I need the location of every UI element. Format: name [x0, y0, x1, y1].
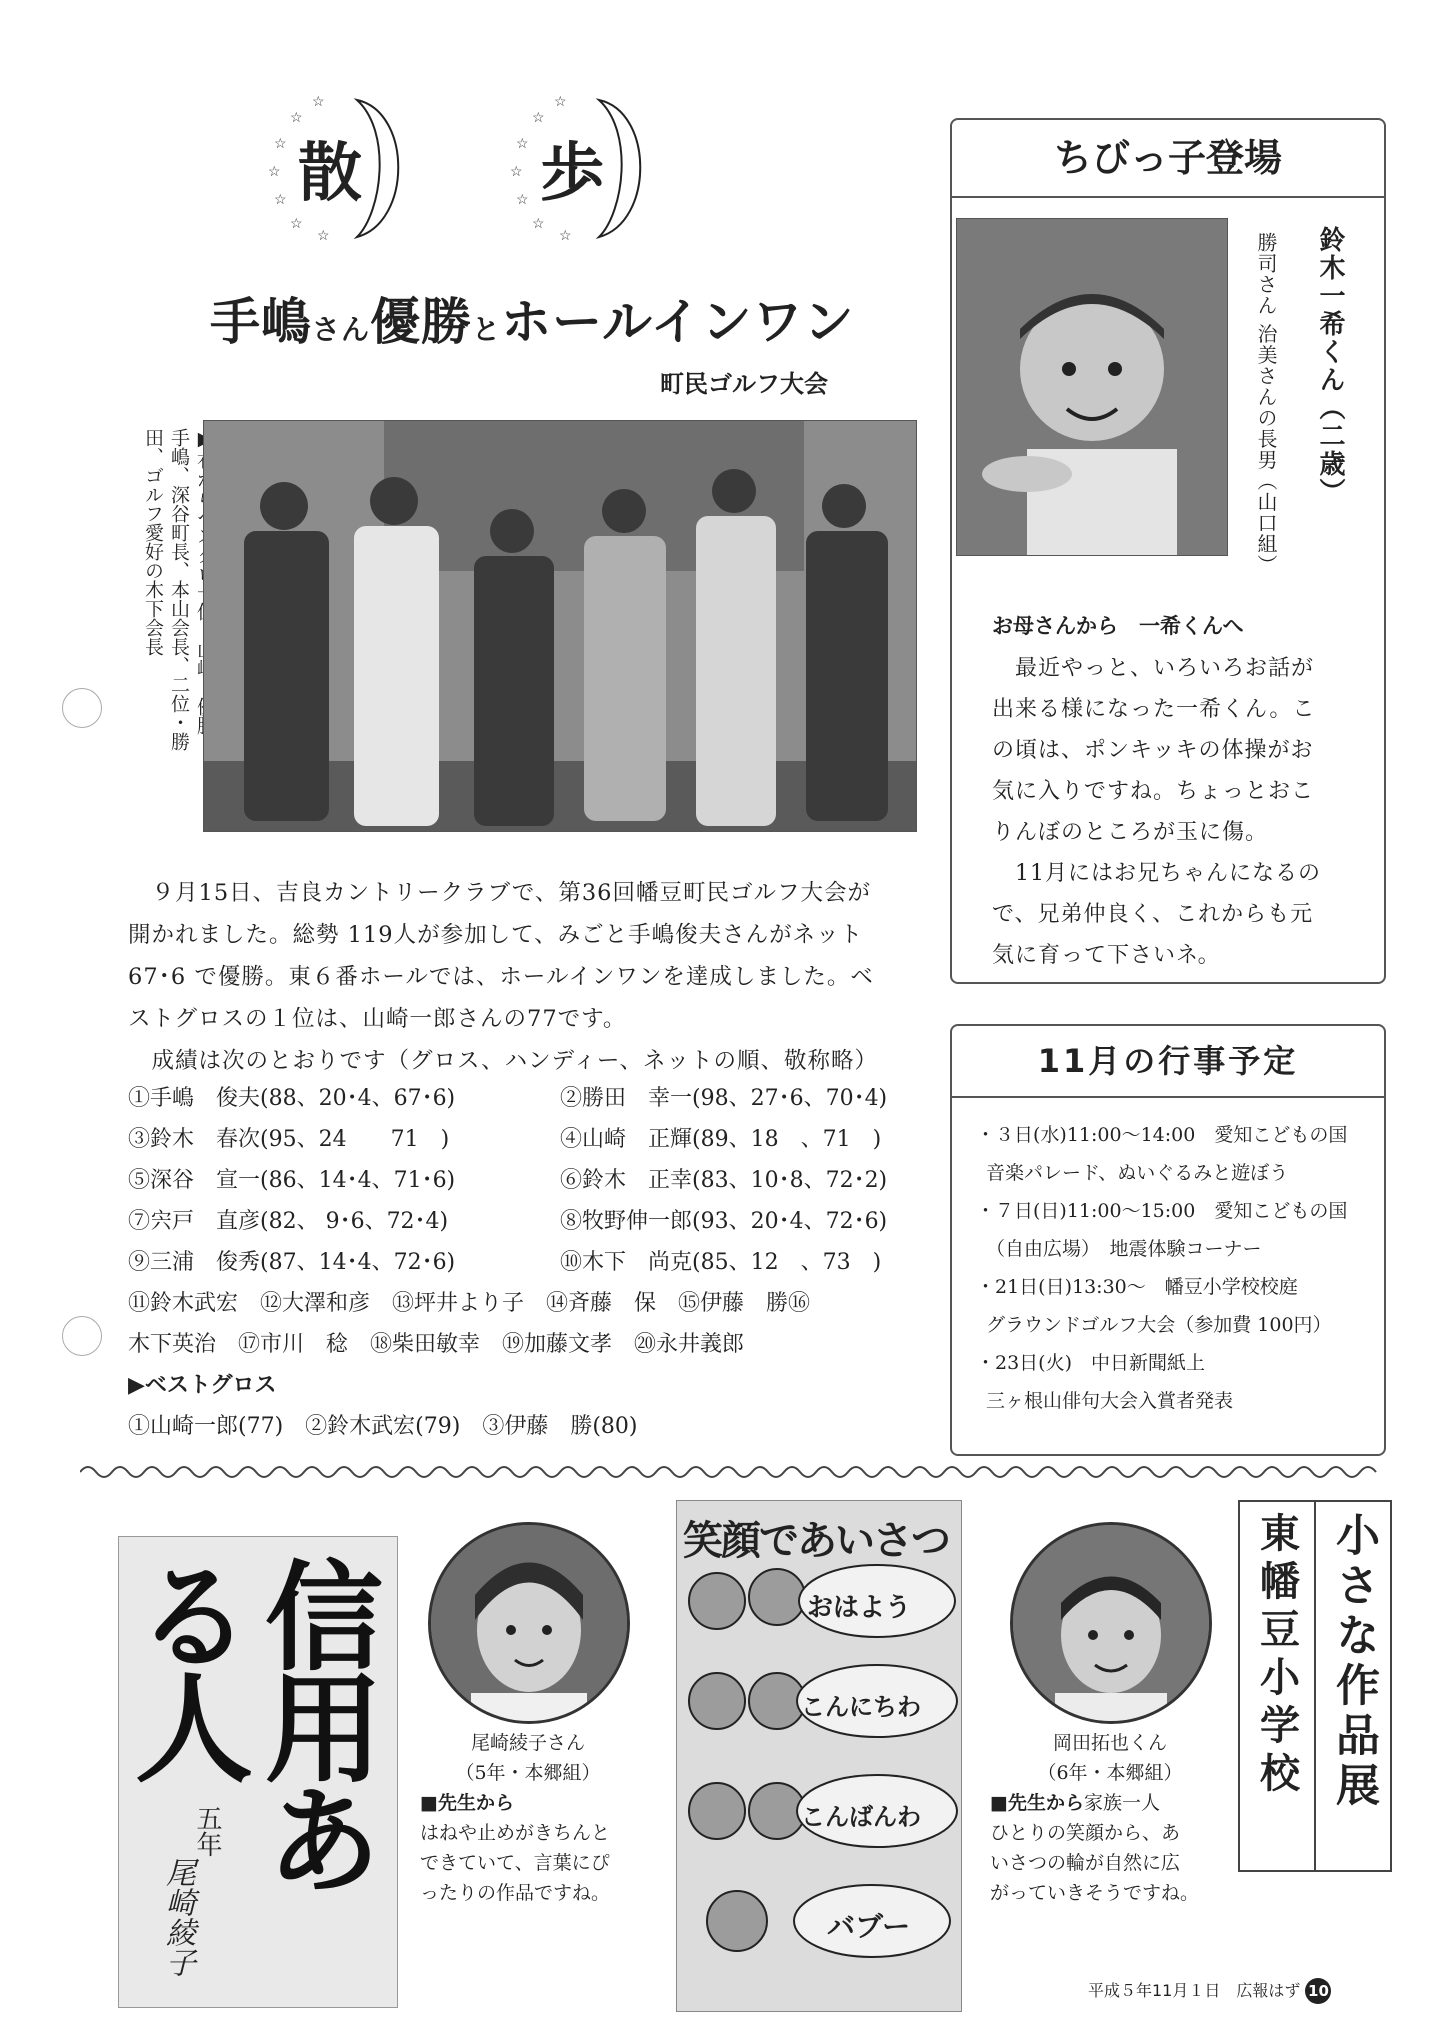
- student2-class: （6年・本郷組）: [1037, 1762, 1183, 1784]
- rank-line: 木下英治 ⑰市川 稔 ⑱柴田敏幸 ⑲加藤文孝 ⑳永井義郎: [128, 1332, 745, 1357]
- results-row: [128, 1119, 928, 1160]
- events-title: 11月の行事予定: [952, 1026, 1384, 1098]
- message-heading: お母さんから 一希くんへ: [992, 614, 1244, 638]
- best-gross-label: ▶ベストグロス: [128, 1373, 277, 1398]
- event-item: [976, 1116, 1384, 1192]
- child-photo-image: [957, 219, 1227, 555]
- message-line: の頃は、ポンキッキの体操がお: [992, 738, 1314, 763]
- body-line: ９月15日、吉良カントリークラブで、第36回幡豆町民ゴルフ大会が: [128, 880, 871, 906]
- page-footer: [1088, 1978, 1331, 2004]
- poster-word: バブー: [827, 1910, 911, 1943]
- page-number: 10: [1305, 1978, 1331, 2004]
- chibikko-title: ちびっ子登場: [952, 120, 1384, 198]
- student2-photo: [1010, 1522, 1212, 1724]
- body-line: 成績は次のとおりです（グロス、ハンディー、ネットの順、敬称略）: [128, 1048, 878, 1074]
- header-kanji-right: 歩: [540, 137, 604, 211]
- poster-word: こんばんわ: [801, 1803, 921, 1831]
- result-cell: ①手嶋 俊夫(88、20･4、67･6): [128, 1086, 456, 1111]
- events-box: [950, 1024, 1386, 1456]
- student2-name: 岡田拓也くん: [1052, 1732, 1167, 1754]
- svg-text:☆: ☆: [510, 164, 523, 180]
- event-line: 三ヶ根山俳句大会入賞者発表: [986, 1390, 1234, 1412]
- student1-comment: [420, 1818, 670, 1908]
- result-cell: ⑧牧野伸一郎(93、20･4、72･6): [560, 1209, 888, 1234]
- result-cell: ⑦宍戸 直彦(82、 9･6、72･4): [128, 1209, 449, 1234]
- poster-illustration: [677, 1561, 961, 2011]
- exhibit-title-column: [1316, 1502, 1390, 1870]
- svg-text:☆: ☆: [554, 94, 567, 110]
- event-item: [976, 1192, 1384, 1268]
- header-kanji-left: 散: [298, 137, 362, 211]
- events-list: [952, 1098, 1384, 1420]
- golf-group-photo: [203, 420, 917, 832]
- comment-line: はねや止めがきちんと: [420, 1822, 611, 1844]
- student2-comment-first: [990, 1788, 1250, 1818]
- wavy-divider: [80, 1462, 1390, 1482]
- result-cell: ③鈴木 春次(95、24 71 ): [128, 1127, 450, 1152]
- results-row: [128, 1160, 928, 1201]
- photo-caption: 手嶋、深谷町長、本山会長、二位・勝田、ゴルフ愛好の木下会長: [142, 428, 190, 751]
- student1-teacher-label: ■先生から: [420, 1792, 514, 1814]
- event-line: ・７日(日)11:00～15:00 愛知こどもの国: [976, 1200, 1348, 1222]
- message-line: で、兄弟仲良く、これからも元: [992, 902, 1314, 927]
- comment-line: いさつの輪が自然に広: [990, 1852, 1181, 1874]
- message-line: 11月にはお兄ちゃんになるの: [992, 861, 1321, 886]
- result-cell: ⑩木下 尚克(85、12 、73 ): [560, 1250, 882, 1275]
- comment-line: がっていきそうですね。: [990, 1882, 1200, 1904]
- message-line: 出来る様になった一希くん。こ: [992, 697, 1316, 722]
- chibikko-box: [950, 118, 1386, 984]
- body-line: 67･6 で優勝。東６番ホールでは、ホールインワンを達成しました。ベ: [128, 964, 874, 990]
- svg-text:☆: ☆: [312, 94, 325, 110]
- results-row: [128, 1201, 928, 1242]
- results-table: [128, 1078, 928, 1447]
- article-subhead: 町民ゴルフ大会: [660, 370, 828, 398]
- comment-line: ひとりの笑顔から、あ: [990, 1822, 1181, 1844]
- comment-line: 家族一人: [1083, 1792, 1160, 1814]
- poster-word: こんにちわ: [801, 1693, 921, 1721]
- svg-text:☆: ☆: [532, 216, 545, 232]
- message-line: 気に育って下さいネ。: [992, 943, 1221, 968]
- calligraphy-grade: 五年: [192, 1805, 222, 1857]
- article-headline: 手嶋さん優勝とホールインワン: [210, 293, 855, 351]
- svg-text:☆: ☆: [274, 192, 287, 208]
- poster-word: おはよう: [807, 1593, 912, 1623]
- event-item: [976, 1268, 1384, 1344]
- student1-photo-image: [431, 1525, 627, 1721]
- student2-photo-image: [1013, 1525, 1209, 1721]
- golf-photo-image: [204, 421, 916, 831]
- body-line: 開かれました。総勢 119人が参加して、みごと手嶋俊夫さんがネット: [128, 922, 864, 948]
- student2-comment: [990, 1818, 1250, 1908]
- svg-text:☆: ☆: [559, 228, 572, 242]
- child-name: 鈴木一希くん（二歳）: [1315, 226, 1345, 506]
- punch-hole: [62, 688, 102, 728]
- svg-text:☆: ☆: [532, 110, 545, 126]
- result-cell: ⑨三浦 俊秀(87、14･4、72･6): [128, 1250, 456, 1275]
- message-body: [992, 648, 1382, 976]
- punch-hole: [62, 1316, 102, 1356]
- student1-name: 尾崎綾子さん: [470, 1732, 585, 1754]
- body-line: ストグロスの１位は、山崎一郎さんの77です。: [128, 1006, 627, 1032]
- event-line: ・21日(日)13:30～ 幡豆小学校校庭: [976, 1276, 1298, 1298]
- message-line: 最近やっと、いろいろお話が: [992, 656, 1315, 681]
- event-line: ・23日(火) 中日新聞紙上: [976, 1352, 1206, 1374]
- exhibit-school-column: [1240, 1502, 1316, 1870]
- exhibit-title: 小さな作品展: [1328, 1512, 1379, 1812]
- event-line: グラウンドゴルフ大会（参加費 100円）: [986, 1314, 1332, 1336]
- rank-line: ⑪鈴木武宏 ⑫大澤和彦 ⑬坪井より子 ⑭斉藤 保 ⑮伊藤 勝⑯: [128, 1291, 811, 1316]
- child-parents: 勝司さん 治美さんの長男（山口組）: [1254, 232, 1278, 576]
- event-line: ・３日(水)11:00～14:00 愛知こどもの国: [976, 1124, 1348, 1146]
- best-gross-line: ①山崎一郎(77) ②鈴木武宏(79) ③伊藤 勝(80): [128, 1414, 638, 1439]
- svg-text:☆: ☆: [317, 228, 330, 242]
- greeting-poster: [676, 1500, 962, 2012]
- svg-text:☆: ☆: [516, 136, 529, 152]
- result-cell: ②勝田 幸一(98、27･6、70･4): [560, 1086, 888, 1111]
- footer-text: 平成５年11月１日 広報はず: [1088, 1981, 1301, 2000]
- svg-text:☆: ☆: [274, 136, 287, 152]
- results-row: [128, 1078, 928, 1119]
- event-line: （自由広場） 地震体験コーナー: [986, 1238, 1262, 1260]
- svg-text:☆: ☆: [290, 216, 303, 232]
- article-body: [128, 872, 928, 1082]
- poster-title: 笑顔であいさつ: [683, 1518, 949, 1564]
- results-row: [128, 1242, 928, 1283]
- header-decoration: [262, 92, 642, 242]
- result-cell: ⑤深谷 宣一(86、14･4、71･6): [128, 1168, 456, 1193]
- result-cell: ⑥鈴木 正幸(83、10･8、72･2): [560, 1168, 888, 1193]
- comment-line: ったりの作品ですね。: [420, 1882, 611, 1904]
- student1-photo: [428, 1522, 630, 1724]
- student1-class: （5年・本郷組）: [455, 1762, 601, 1784]
- event-line: 音楽パレード、ぬいぐるみと遊ぼう: [986, 1162, 1289, 1184]
- exhibit-title-box: [1238, 1500, 1392, 1872]
- calligraphy-main: 信用ある人: [115, 1555, 384, 1891]
- exhibit-school: 東幡豆小学校: [1253, 1512, 1300, 1800]
- svg-text:☆: ☆: [516, 192, 529, 208]
- calligraphy-artwork: [115, 1536, 398, 2008]
- child-photo: [956, 218, 1228, 556]
- message-line: りんぼのところが玉に傷。: [992, 820, 1269, 845]
- svg-text:☆: ☆: [290, 110, 303, 126]
- result-cell: ④山崎 正輝(89、18 、71 ): [560, 1127, 882, 1152]
- event-item: [976, 1344, 1384, 1420]
- svg-text:☆: ☆: [268, 164, 281, 180]
- comment-line: できていて、言葉にぴ: [420, 1852, 610, 1874]
- calligraphy-signature: 尾崎綾子: [160, 1857, 195, 1977]
- message-line: 気に入りですね。ちょっとおこ: [992, 779, 1315, 804]
- student2-teacher-label: ■先生から: [990, 1792, 1084, 1814]
